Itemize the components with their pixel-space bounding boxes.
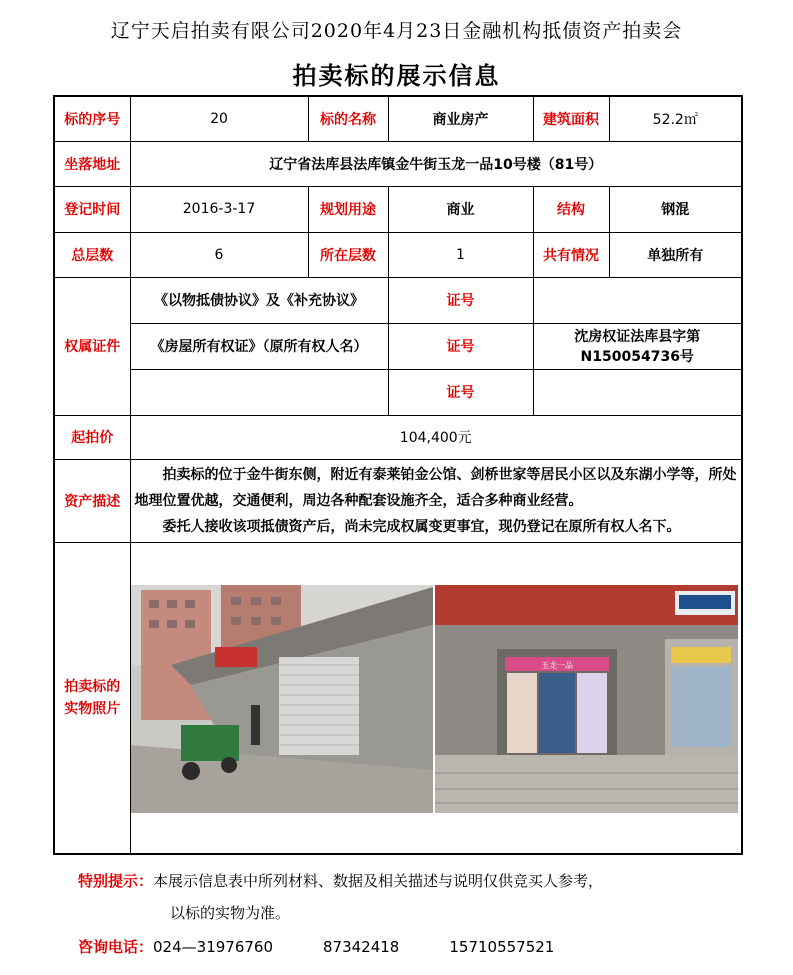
property-photo-1 bbox=[131, 585, 433, 813]
total-floors-value: 6 bbox=[130, 232, 308, 277]
lot-number-label: 标的序号 bbox=[54, 96, 130, 141]
photos-label bbox=[54, 542, 130, 854]
table-row bbox=[54, 141, 742, 186]
storefront-sign-text: 玉龙一品 bbox=[540, 660, 573, 670]
table-row bbox=[54, 186, 742, 232]
lot-name-value: 商业房产 bbox=[388, 96, 533, 141]
description-paragraph: 委托人接收该项抵债资产后，尚未完成权属变更事宜，现仍登记在原所有权人名下。 bbox=[162, 518, 681, 535]
ownership-share-label: 共有情况 bbox=[533, 232, 609, 277]
notice-line-2: 以标的实物为准。 bbox=[170, 904, 291, 922]
photos-container bbox=[131, 543, 742, 853]
floor-value: 1 bbox=[388, 232, 533, 277]
table-row bbox=[54, 542, 742, 854]
contact-info bbox=[78, 936, 554, 957]
description-paragraph: 拍卖标的位于金牛街东侧，附近有泰莱铂金公馆、剑桥世家等居民小区以及东湖小学等，所处地理位置优越，交通便利，周边各种配套设施齐全，适合多种商业经营。 bbox=[134, 466, 737, 509]
cert-number-value bbox=[533, 369, 742, 415]
photos-cell bbox=[130, 542, 742, 854]
phone-number-3: 15710557521 bbox=[449, 938, 555, 956]
auction-info-table bbox=[53, 95, 743, 855]
lot-number-value: 20 bbox=[130, 96, 308, 141]
phone-number-2: 87342418 bbox=[323, 938, 400, 956]
registration-date-value: 2016-3-17 bbox=[130, 186, 308, 232]
photos-label-line: 实物照片 bbox=[64, 700, 121, 717]
table-row bbox=[54, 459, 742, 542]
area-value: 52.2㎡ bbox=[609, 96, 742, 141]
total-floors-label: 总层数 bbox=[54, 232, 130, 277]
description-label: 资产描述 bbox=[54, 459, 130, 542]
structure-value: 钢混 bbox=[609, 186, 742, 232]
table-row bbox=[54, 277, 742, 323]
table-row bbox=[54, 96, 742, 141]
registration-date-label: 登记时间 bbox=[54, 186, 130, 232]
table-row bbox=[54, 369, 742, 415]
planned-use-label: 规划用途 bbox=[308, 186, 388, 232]
ownership-doc-name: 《以物抵债协议》及《补充协议》 bbox=[130, 277, 388, 323]
property-photo-2 bbox=[435, 585, 738, 813]
area-label: 建筑面积 bbox=[533, 96, 609, 141]
start-price-value: 104,400元 bbox=[130, 415, 742, 459]
structure-label: 结构 bbox=[533, 186, 609, 232]
cert-number-value: 沈房权证法库县字第N150054736号 bbox=[533, 323, 742, 369]
special-notice bbox=[78, 870, 603, 891]
table-row bbox=[54, 415, 742, 459]
description-text bbox=[130, 459, 742, 542]
cert-number-label: 证号 bbox=[388, 277, 533, 323]
phone-number-1: 024—31976760 bbox=[153, 938, 273, 956]
ownership-doc-name bbox=[130, 369, 388, 415]
ownership-share-value: 单独所有 bbox=[609, 232, 742, 277]
cert-number-value bbox=[533, 277, 742, 323]
ownership-docs-label: 权属证件 bbox=[54, 277, 130, 415]
cert-number-label: 证号 bbox=[388, 323, 533, 369]
ownership-doc-name: 《房屋所有权证》（原所有权人名） bbox=[130, 323, 388, 369]
notice-label: 特别提示： bbox=[78, 872, 154, 890]
table-row bbox=[54, 323, 742, 369]
location-label: 坐落地址 bbox=[54, 141, 130, 186]
document-title: 辽宁天启拍卖有限公司2020年4月23日金融机构抵债资产拍卖会 bbox=[110, 20, 683, 42]
start-price-label: 起拍价 bbox=[54, 415, 130, 459]
table-row bbox=[54, 232, 742, 277]
location-value: 辽宁省法库县法库镇金牛街玉龙一品10号楼（81号） bbox=[130, 141, 742, 186]
cert-number-label: 证号 bbox=[388, 369, 533, 415]
photos-label-line: 拍卖标的 bbox=[64, 678, 121, 695]
notice-line-1: 本展示信息表中所列材料、数据及相关描述与说明仅供竞买人参考， bbox=[153, 872, 604, 890]
lot-name-label: 标的名称 bbox=[308, 96, 388, 141]
contact-label: 咨询电话： bbox=[78, 938, 154, 956]
floor-label: 所在层数 bbox=[308, 232, 388, 277]
document-subtitle: 拍卖标的展示信息 bbox=[292, 61, 501, 90]
planned-use-value: 商业 bbox=[388, 186, 533, 232]
